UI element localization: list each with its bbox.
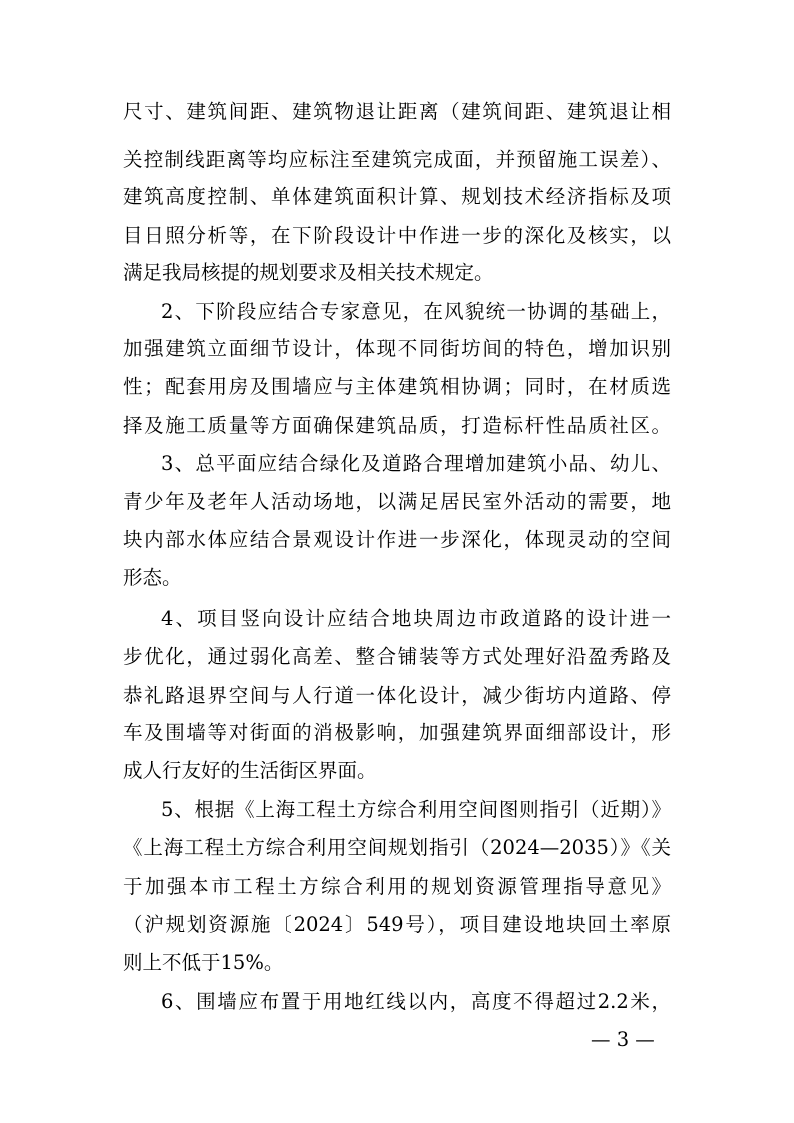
- paragraph-1-line-3: 建筑高度控制、单体建筑面积计算、规划技术经济指标及项: [123, 185, 671, 208]
- paragraph-1-line-2: 关控制线距离等均应标注至建筑完成面，并预留施工误差）、: [123, 148, 671, 171]
- paragraph-2-line-4: 择及施工质量等方面确保建筑品质，打造标杆性品质社区。: [123, 414, 671, 437]
- paragraph-4-line-5: 成人行友好的生活街区界面。: [123, 759, 377, 782]
- paragraph-2-line-3: 性；配套用房及围墙应与主体建筑相协调；同时，在材质选: [123, 375, 671, 398]
- paragraph-5-line-2: 《上海工程土方综合利用空间规划指引（2024—2035）》《关: [123, 836, 671, 859]
- paragraph-3-line-2: 青少年及老年人活动场地，以满足居民室外活动的需要，地: [123, 490, 671, 513]
- paragraph-5-line-5: 则上不低于15%。: [123, 951, 284, 974]
- paragraph-4-line-3: 恭礼路退界空间与人行道一体化设计，减少街坊内道路、停: [123, 684, 671, 707]
- paragraph-5-line-4: （沪规划资源施〔2024〕549号），项目建设地块回土率原: [123, 913, 671, 936]
- paragraph-3-line-4: 形态。: [123, 566, 182, 589]
- paragraph-1-line-5: 满足我局核提的规划要求及相关技术规定。: [123, 261, 494, 284]
- paragraph-5-line-1: 5、根据《上海工程土方综合利用空间图则指引（近期）》: [161, 798, 671, 821]
- paragraph-5-line-3: 于加强本市工程土方综合利用的规划资源管理指导意见》: [123, 875, 671, 898]
- page-number: — 3 —: [591, 1028, 655, 1051]
- paragraph-2-line-2: 加强建筑立面细节设计，体现不同街坊间的特色，增加识别: [123, 337, 671, 360]
- paragraph-1-line-1: 尺寸、建筑间距、建筑物退让距离（建筑间距、建筑退让相: [123, 100, 671, 123]
- paragraph-6-line-1: 6、围墙应布置于用地红线以内，高度不得超过2.2米，: [161, 990, 671, 1013]
- paragraph-4-line-1: 4、项目竖向设计应结合地块周边市政道路的设计进一: [161, 607, 671, 630]
- paragraph-1-line-4: 目日照分析等，在下阶段设计中作进一步的深化及核实，以: [123, 224, 671, 247]
- paragraph-4-line-2: 步优化，通过弱化高差、整合铺装等方式处理好沿盈秀路及: [123, 645, 671, 668]
- paragraph-3-line-3: 块内部水体应结合景观设计作进一步深化，体现灵动的空间: [123, 528, 671, 551]
- paragraph-2-line-1: 2、下阶段应结合专家意见，在风貌统一协调的基础上，: [161, 300, 671, 323]
- paragraph-4-line-4: 车及围墙等对街面的消极影响，加强建筑界面细部设计，形: [123, 721, 671, 744]
- paragraph-3-line-1: 3、总平面应结合绿化及道路合理增加建筑小品、幼儿、: [161, 452, 671, 475]
